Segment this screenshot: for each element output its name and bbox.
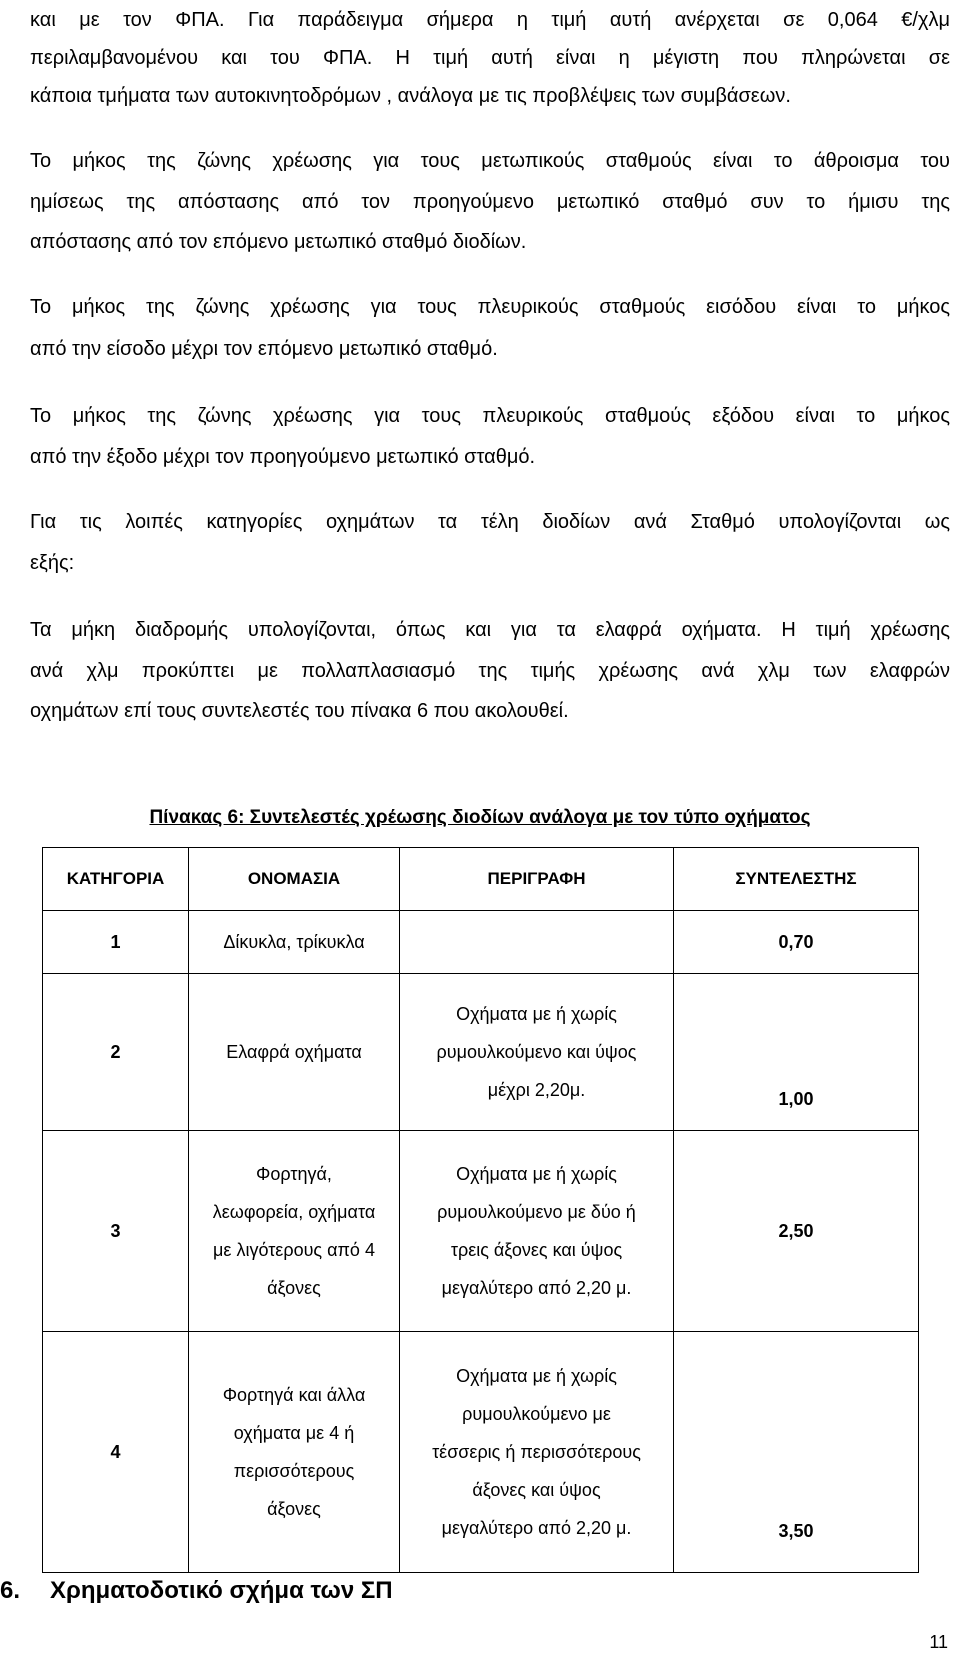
name-line: Φορτηγά και άλλα: [222, 1385, 366, 1405]
paragraph-line: από την έξοδο μέχρι τον προηγούμενο μετωπικό σταθμό.: [30, 446, 536, 468]
header-cell: ΟΝΟΜΑΣΙΑ: [189, 848, 400, 911]
name-line: περισσότερους: [233, 1461, 355, 1481]
paragraph-line: απόστασης από τον επόμενο μετωπικό σταθμό διοδίων.: [30, 231, 527, 253]
paragraph-line: Το μήκος της ζώνης χρέωσης για τους πλευρικούς σταθμούς εισόδου είναι το μήκος: [30, 296, 950, 318]
description-line: Οχήματα με ή χωρίς: [456, 1366, 617, 1386]
category-cell: 4: [43, 1332, 189, 1573]
paragraph-line: Τα μήκη διαδρομής υπολογίζονται, όπως και για τα ελαφρά οχήματα. Η τιμή χρέωσης: [30, 619, 950, 641]
name-line: οχήματα με 4 ή: [233, 1423, 355, 1443]
description-line: άξονες και ύψος: [472, 1480, 601, 1500]
page-number: 11: [929, 1632, 948, 1652]
description-line: ρυμουλκούμενο με: [462, 1404, 611, 1424]
table-row: [43, 1131, 919, 1332]
coefficient-cell: 1,00: [674, 974, 919, 1131]
section-number: 6.: [0, 1577, 21, 1604]
name-cell: [189, 1332, 400, 1573]
description-line: τέσσερις ή περισσότερους: [432, 1442, 641, 1462]
coefficient-cell: 3,50: [674, 1332, 919, 1573]
table-row: [43, 1332, 919, 1573]
name-cell: [189, 974, 400, 1131]
description-cell: [400, 1131, 674, 1332]
section-heading: [0, 1576, 393, 1606]
table-header-row: [43, 848, 919, 911]
paragraph-line: Για τις λοιπές κατηγορίες οχημάτων τα τέλη διοδίων ανά Σταθμό υπολογίζονται ως: [30, 511, 950, 533]
name-line: Δίκυκλα, τρίκυκλα: [223, 932, 365, 952]
paragraph-line: και με τον ΦΠΑ. Για παράδειγμα σήμερα η τιμή αυτή ανέρχεται σε 0,064 €/χλμ: [30, 9, 950, 31]
description-cell: [400, 1332, 674, 1573]
name-line: άξονες: [267, 1499, 321, 1519]
description-cell: [400, 974, 674, 1131]
description-line: μεγαλύτερο από 2,20 μ.: [441, 1518, 632, 1538]
section-title: Χρηματοδοτικό σχήμα των ΣΠ: [50, 1577, 393, 1604]
name-cell: [189, 911, 400, 974]
header-cell: ΚΑΤΗΓΟΡΙΑ: [43, 848, 189, 911]
paragraph-line: εξής:: [30, 552, 75, 574]
paragraph-line: περιλαμβανομένου και του ΦΠΑ. Η τιμή αυτή είναι η μέγιστη που πληρώνεται σε: [30, 47, 950, 69]
description-line: μέχρι 2,20μ.: [487, 1080, 586, 1100]
header-cell: ΠΕΡΙΓΡΑΦΗ: [400, 848, 674, 911]
coefficient-cell: 2,50: [674, 1131, 919, 1332]
name-line: λεωφορεία, οχήματα: [212, 1202, 376, 1222]
description-line: ρυμουλκούμενο και ύψος: [436, 1042, 637, 1062]
description-line: Οχήματα με ή χωρίς: [456, 1004, 617, 1024]
category-cell: 3: [43, 1131, 189, 1332]
description-line: ρυμουλκούμενο με δύο ή: [437, 1202, 636, 1222]
category-cell: 1: [43, 911, 189, 974]
name-cell: [189, 1131, 400, 1332]
name-line: Φορτηγά,: [256, 1164, 332, 1184]
description-cell: [400, 911, 674, 974]
description-line: μεγαλύτερο από 2,20 μ.: [441, 1278, 632, 1298]
paragraph-line: οχημάτων επί τους συντελεστές του πίνακα 6 που ακολουθεί.: [30, 700, 569, 722]
paragraph-line: Το μήκος της ζώνης χρέωσης για τους πλευρικούς σταθμούς εξόδου είναι το μήκος: [30, 405, 950, 427]
paragraph-line: ανά χλμ προκύπτει με πολλαπλασιασμό της τιμής χρέωσης ανά χλμ των ελαφρών: [30, 660, 950, 682]
name-line: άξονες: [267, 1278, 321, 1298]
table-row: [43, 974, 919, 1131]
name-line: Ελαφρά οχήματα: [226, 1042, 362, 1062]
description-line: τρεις άξονες και ύψος: [450, 1240, 623, 1260]
category-cell: 2: [43, 974, 189, 1131]
paragraph-line: Το μήκος της ζώνης χρέωσης για τους μετωπικούς σταθμούς είναι το άθροισμα του: [30, 150, 950, 172]
table-caption: Πίνακας 6: Συντελεστές χρέωσης διοδίων ανάλογα με τον τύπο οχήματος: [149, 807, 811, 828]
description-line: Οχήματα με ή χωρίς: [456, 1164, 617, 1184]
header-cell: ΣΥΝΤΕΛΕΣΤΗΣ: [674, 848, 919, 911]
table-row: [43, 911, 919, 974]
paragraph-line: ημίσεως της απόστασης από τον προηγούμενο μετωπικό σταθμό συν το ήμισυ της: [30, 191, 950, 213]
paragraph-line: από την είσοδο μέχρι τον επόμενο μετωπικό σταθμό.: [30, 338, 498, 360]
toll-coefficient-table: [42, 847, 919, 1573]
name-line: με λιγότερους από 4: [213, 1240, 375, 1260]
coefficient-cell: 0,70: [674, 911, 919, 974]
paragraph-line: κάποια τμήματα των αυτοκινητοδρόμων , ανάλογα με τις προβλέψεις των συμβάσεων.: [30, 85, 791, 107]
